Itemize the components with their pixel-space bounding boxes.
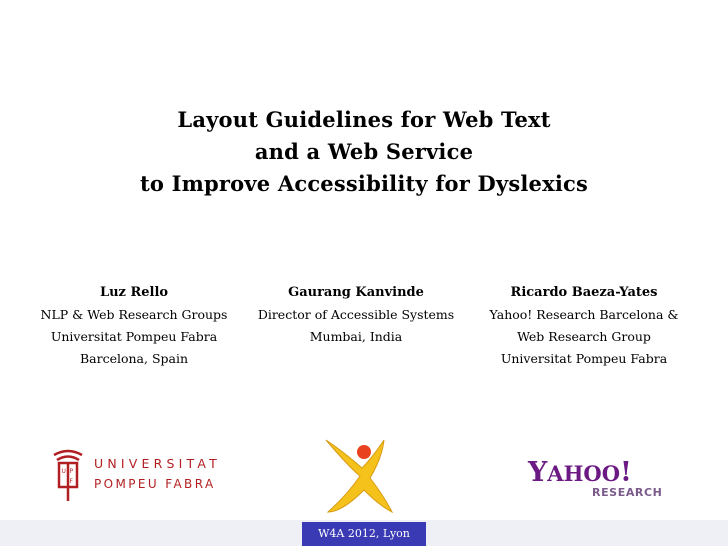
author-affiliation: Universitat Pompeu Fabra (50, 329, 218, 344)
yahoo-research-logo (526, 457, 663, 504)
author-affiliation: Universitat Pompeu Fabra (500, 351, 668, 366)
yahoo-wordmark (528, 458, 632, 489)
yahoo-wordmark-middle: AHOO (547, 461, 621, 486)
author-affiliation: Mumbai, India (309, 329, 403, 344)
author-name: Ricardo Baeza-Yates (510, 285, 658, 300)
svg-text:U: U (61, 468, 66, 475)
upf-logo-line1: UNIVERSITAT (94, 456, 222, 471)
author-affiliation: Director of Accessible Systems (257, 307, 455, 322)
yahoo-research-label: RESEARCH (592, 486, 663, 499)
author-gaurang-kanvinde (250, 282, 462, 348)
yahoo-wordmark-first: Y (528, 457, 548, 488)
title-line-2: and a Web Service (254, 139, 474, 164)
author-affiliation: Web Research Group (517, 329, 651, 344)
upf-mark-icon (50, 445, 86, 503)
author-affiliation: Yahoo! Research Barcelona & (489, 307, 679, 322)
author-ricardo-baeza-yates (478, 282, 690, 370)
w4a-logo (318, 432, 408, 518)
author-name: Luz Rello (99, 285, 169, 300)
author-affiliation: NLP & Web Research Groups (40, 307, 228, 322)
svg-text:F: F (69, 478, 73, 485)
title-line-1: Layout Guidelines for Web Text (177, 107, 551, 132)
slide-title (0, 104, 728, 200)
upf-logo-line2: POMPEU FABRA (94, 477, 216, 491)
yahoo-wordmark-exclaim: ! (620, 457, 632, 488)
dancing-figure-logo-icon (318, 432, 408, 518)
svg-text:P: P (69, 468, 74, 475)
author-name: Gaurang Kanvinde (288, 285, 424, 300)
author-luz-rello (28, 282, 240, 370)
footer-label: W4A 2012, Lyon (302, 522, 426, 546)
upf-logo (50, 445, 220, 503)
title-line-3: to Improve Accessibility for Dyslexics (139, 171, 589, 196)
author-affiliation: Barcelona, Spain (79, 351, 189, 366)
